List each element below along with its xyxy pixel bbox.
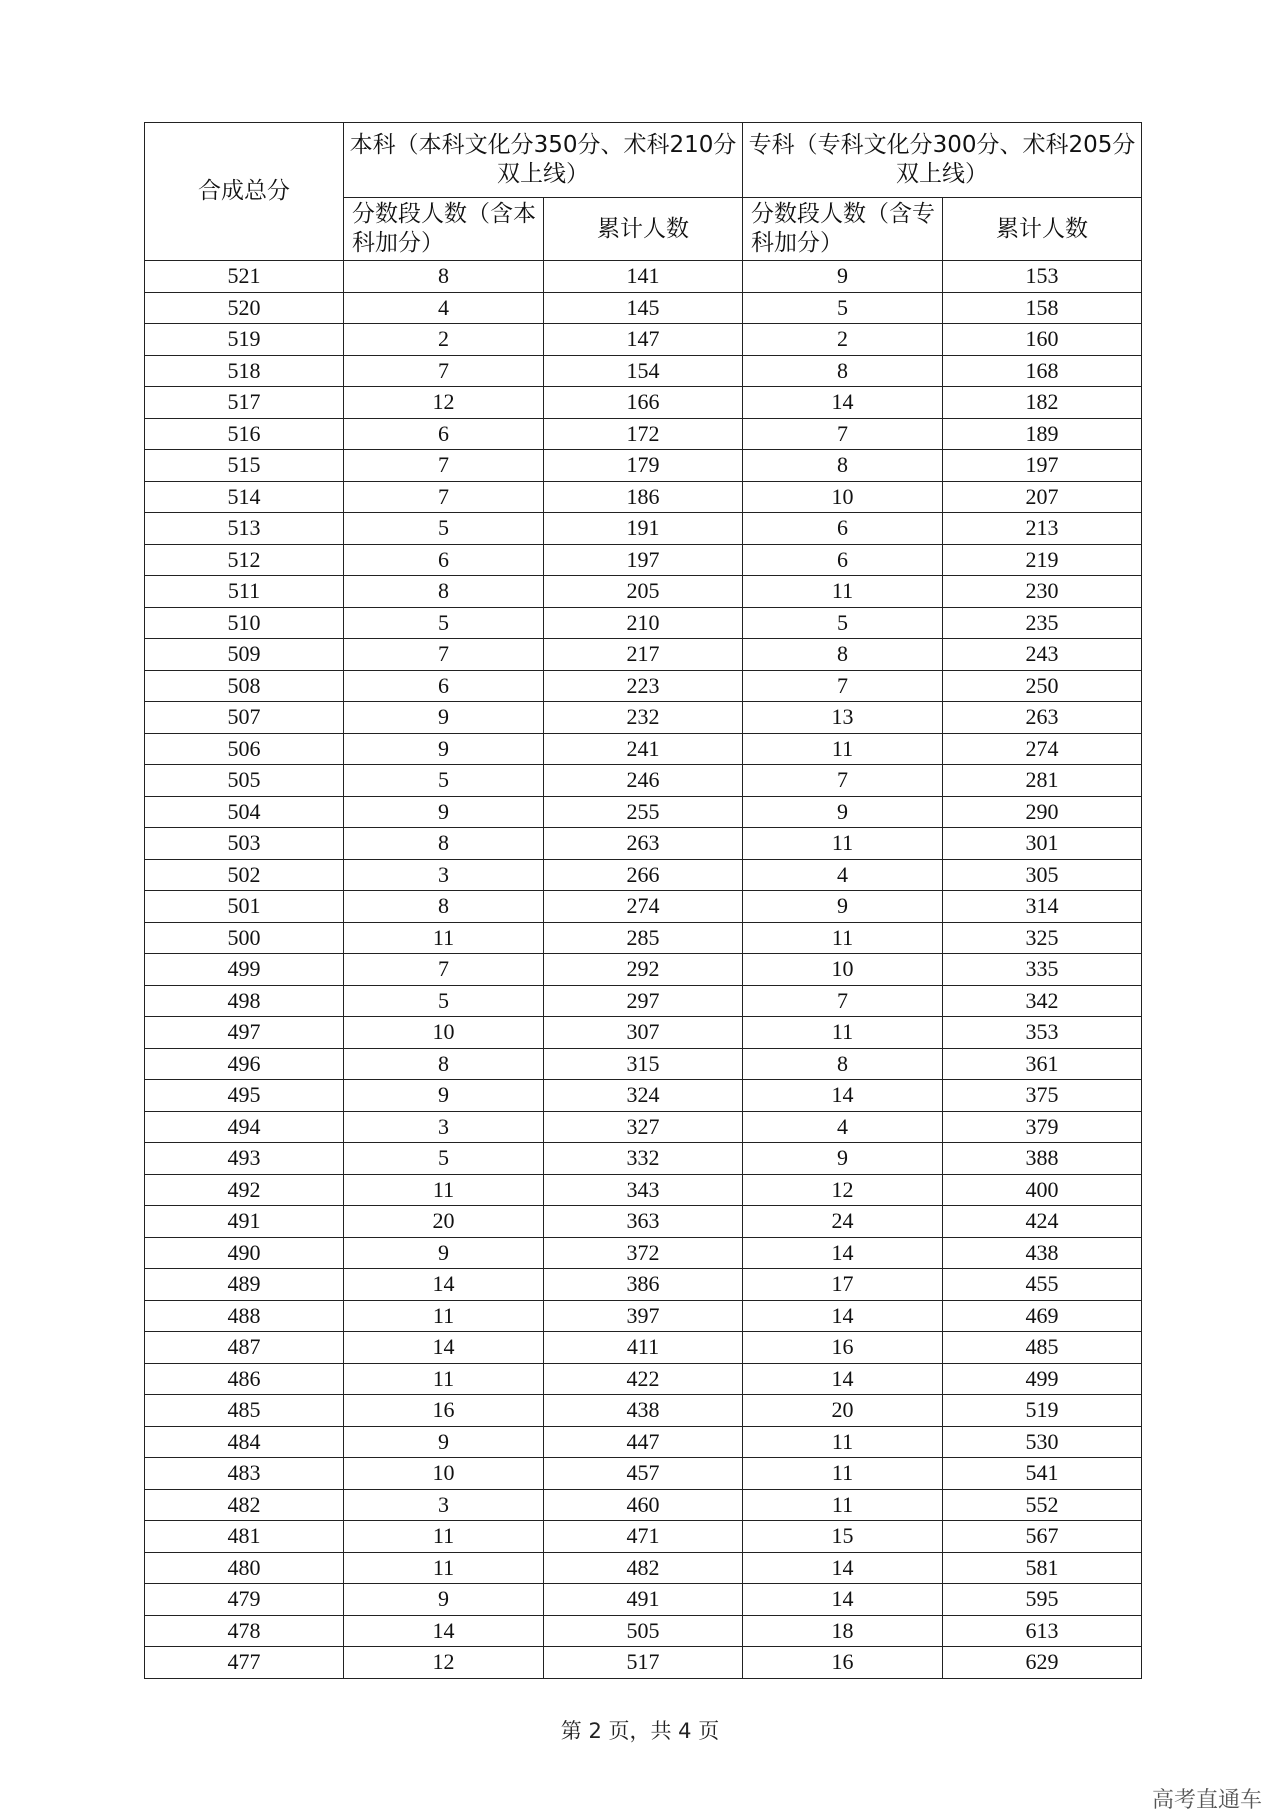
table-row <box>145 702 1142 734</box>
cell-total-score: 490 <box>145 1237 344 1269</box>
cell-benke-segment: 3 <box>344 1111 544 1143</box>
header-zhuanke-segment: 分数段人数（含专科加分） <box>743 198 943 261</box>
cell-benke-segment: 12 <box>344 1647 544 1679</box>
cell-zhuanke-cumulative: 168 <box>943 355 1142 387</box>
cell-benke-segment: 11 <box>344 1300 544 1332</box>
table-row <box>145 544 1142 576</box>
cell-zhuanke-cumulative: 305 <box>943 859 1142 891</box>
cell-zhuanke-segment: 15 <box>743 1521 943 1553</box>
watermark-text: 高考直通车 <box>1151 1788 1262 1813</box>
table-row <box>145 1647 1142 1679</box>
cell-benke-cumulative: 411 <box>544 1332 743 1364</box>
table-row <box>145 355 1142 387</box>
cell-zhuanke-cumulative: 290 <box>943 796 1142 828</box>
cell-benke-cumulative: 324 <box>544 1080 743 1112</box>
cell-zhuanke-cumulative: 455 <box>943 1269 1142 1301</box>
cell-total-score: 484 <box>145 1426 344 1458</box>
cell-benke-segment: 2 <box>344 324 544 356</box>
cell-zhuanke-segment: 14 <box>743 1080 943 1112</box>
cell-zhuanke-segment: 14 <box>743 1584 943 1616</box>
cell-total-score: 497 <box>145 1017 344 1049</box>
table-row <box>145 670 1142 702</box>
cell-benke-cumulative: 246 <box>544 765 743 797</box>
cell-zhuanke-segment: 9 <box>743 261 943 293</box>
cell-benke-segment: 8 <box>344 828 544 860</box>
cell-zhuanke-segment: 16 <box>743 1647 943 1679</box>
cell-total-score: 486 <box>145 1363 344 1395</box>
cell-total-score: 504 <box>145 796 344 828</box>
cell-zhuanke-cumulative: 274 <box>943 733 1142 765</box>
cell-benke-cumulative: 327 <box>544 1111 743 1143</box>
cell-benke-cumulative: 255 <box>544 796 743 828</box>
cell-total-score: 512 <box>145 544 344 576</box>
cell-zhuanke-cumulative: 301 <box>943 828 1142 860</box>
cell-benke-cumulative: 482 <box>544 1552 743 1584</box>
table-row <box>145 1206 1142 1238</box>
cell-zhuanke-cumulative: 158 <box>943 292 1142 324</box>
cell-total-score: 477 <box>145 1647 344 1679</box>
cell-benke-cumulative: 263 <box>544 828 743 860</box>
cell-total-score: 508 <box>145 670 344 702</box>
cell-total-score: 482 <box>145 1489 344 1521</box>
cell-total-score: 506 <box>145 733 344 765</box>
cell-total-score: 499 <box>145 954 344 986</box>
table-header <box>145 123 1142 261</box>
table-row <box>145 891 1142 923</box>
cell-zhuanke-cumulative: 424 <box>943 1206 1142 1238</box>
cell-benke-cumulative: 179 <box>544 450 743 482</box>
cell-zhuanke-segment: 14 <box>743 1237 943 1269</box>
cell-zhuanke-segment: 12 <box>743 1174 943 1206</box>
cell-zhuanke-cumulative: 400 <box>943 1174 1142 1206</box>
cell-benke-cumulative: 145 <box>544 292 743 324</box>
cell-zhuanke-segment: 11 <box>743 576 943 608</box>
cell-zhuanke-cumulative: 189 <box>943 418 1142 450</box>
cell-benke-segment: 7 <box>344 481 544 513</box>
cell-benke-segment: 7 <box>344 355 544 387</box>
cell-benke-segment: 11 <box>344 922 544 954</box>
cell-zhuanke-cumulative: 469 <box>943 1300 1142 1332</box>
cell-zhuanke-cumulative: 519 <box>943 1395 1142 1427</box>
cell-total-score: 493 <box>145 1143 344 1175</box>
cell-zhuanke-segment: 13 <box>743 702 943 734</box>
cell-total-score: 491 <box>145 1206 344 1238</box>
table-row <box>145 1489 1142 1521</box>
cell-benke-segment: 3 <box>344 859 544 891</box>
cell-zhuanke-segment: 8 <box>743 639 943 671</box>
table-row <box>145 1395 1142 1427</box>
cell-zhuanke-segment: 8 <box>743 450 943 482</box>
cell-benke-cumulative: 154 <box>544 355 743 387</box>
cell-benke-cumulative: 471 <box>544 1521 743 1553</box>
cell-benke-cumulative: 285 <box>544 922 743 954</box>
cell-total-score: 495 <box>145 1080 344 1112</box>
cell-zhuanke-segment: 6 <box>743 544 943 576</box>
cell-benke-segment: 9 <box>344 1237 544 1269</box>
cell-zhuanke-segment: 10 <box>743 954 943 986</box>
table-row <box>145 418 1142 450</box>
cell-benke-segment: 20 <box>344 1206 544 1238</box>
cell-total-score: 485 <box>145 1395 344 1427</box>
cell-benke-cumulative: 332 <box>544 1143 743 1175</box>
cell-zhuanke-segment: 16 <box>743 1332 943 1364</box>
cell-zhuanke-segment: 7 <box>743 765 943 797</box>
cell-benke-segment: 10 <box>344 1458 544 1490</box>
cell-zhuanke-cumulative: 230 <box>943 576 1142 608</box>
cell-benke-segment: 6 <box>344 418 544 450</box>
cell-benke-cumulative: 274 <box>544 891 743 923</box>
cell-benke-cumulative: 166 <box>544 387 743 419</box>
cell-zhuanke-segment: 4 <box>743 859 943 891</box>
table-row <box>145 1269 1142 1301</box>
cell-benke-cumulative: 186 <box>544 481 743 513</box>
cell-zhuanke-segment: 14 <box>743 1552 943 1584</box>
cell-benke-cumulative: 210 <box>544 607 743 639</box>
cell-benke-segment: 11 <box>344 1552 544 1584</box>
table-row <box>145 765 1142 797</box>
cell-zhuanke-cumulative: 629 <box>943 1647 1142 1679</box>
header-benke-segment: 分数段人数（含本科加分） <box>344 198 544 261</box>
cell-benke-segment: 9 <box>344 1080 544 1112</box>
cell-benke-cumulative: 197 <box>544 544 743 576</box>
cell-zhuanke-cumulative: 250 <box>943 670 1142 702</box>
cell-benke-cumulative: 343 <box>544 1174 743 1206</box>
cell-benke-segment: 11 <box>344 1521 544 1553</box>
cell-benke-cumulative: 232 <box>544 702 743 734</box>
cell-zhuanke-segment: 5 <box>743 292 943 324</box>
cell-zhuanke-cumulative: 552 <box>943 1489 1142 1521</box>
table-row <box>145 261 1142 293</box>
cell-zhuanke-segment: 7 <box>743 418 943 450</box>
cell-benke-cumulative: 141 <box>544 261 743 293</box>
cell-benke-segment: 9 <box>344 733 544 765</box>
table-row <box>145 324 1142 356</box>
cell-benke-segment: 7 <box>344 639 544 671</box>
cell-zhuanke-segment: 24 <box>743 1206 943 1238</box>
cell-zhuanke-segment: 9 <box>743 891 943 923</box>
cell-zhuanke-segment: 11 <box>743 1017 943 1049</box>
cell-benke-segment: 9 <box>344 796 544 828</box>
cell-benke-cumulative: 517 <box>544 1647 743 1679</box>
table-row <box>145 387 1142 419</box>
cell-zhuanke-segment: 7 <box>743 670 943 702</box>
table-row <box>145 450 1142 482</box>
cell-benke-segment: 8 <box>344 576 544 608</box>
table-row <box>145 513 1142 545</box>
cell-benke-segment: 8 <box>344 1048 544 1080</box>
cell-total-score: 479 <box>145 1584 344 1616</box>
cell-zhuanke-cumulative: 541 <box>943 1458 1142 1490</box>
table-row <box>145 1174 1142 1206</box>
cell-total-score: 483 <box>145 1458 344 1490</box>
cell-total-score: 516 <box>145 418 344 450</box>
table-row <box>145 1143 1142 1175</box>
cell-benke-segment: 14 <box>344 1269 544 1301</box>
table-row <box>145 796 1142 828</box>
cell-benke-segment: 5 <box>344 985 544 1017</box>
cell-total-score: 489 <box>145 1269 344 1301</box>
cell-zhuanke-cumulative: 197 <box>943 450 1142 482</box>
table-row <box>145 481 1142 513</box>
cell-benke-segment: 9 <box>344 1584 544 1616</box>
cell-benke-cumulative: 460 <box>544 1489 743 1521</box>
table-row <box>145 1521 1142 1553</box>
cell-benke-cumulative: 397 <box>544 1300 743 1332</box>
cell-benke-cumulative: 363 <box>544 1206 743 1238</box>
cell-benke-segment: 11 <box>344 1174 544 1206</box>
cell-total-score: 502 <box>145 859 344 891</box>
cell-zhuanke-cumulative: 353 <box>943 1017 1142 1049</box>
cell-total-score: 514 <box>145 481 344 513</box>
cell-benke-cumulative: 457 <box>544 1458 743 1490</box>
header-zhuanke-cumulative: 累计人数 <box>943 198 1142 261</box>
table-row <box>145 1332 1142 1364</box>
table-body <box>145 261 1142 1679</box>
table-row <box>145 1363 1142 1395</box>
cell-total-score: 500 <box>145 922 344 954</box>
cell-zhuanke-cumulative: 613 <box>943 1615 1142 1647</box>
table-row <box>145 828 1142 860</box>
cell-zhuanke-cumulative: 530 <box>943 1426 1142 1458</box>
cell-benke-segment: 3 <box>344 1489 544 1521</box>
table-row <box>145 1584 1142 1616</box>
cell-zhuanke-cumulative: 235 <box>943 607 1142 639</box>
cell-total-score: 515 <box>145 450 344 482</box>
cell-zhuanke-segment: 10 <box>743 481 943 513</box>
cell-zhuanke-cumulative: 499 <box>943 1363 1142 1395</box>
cell-benke-cumulative: 292 <box>544 954 743 986</box>
cell-benke-cumulative: 386 <box>544 1269 743 1301</box>
cell-zhuanke-segment: 11 <box>743 1426 943 1458</box>
cell-benke-cumulative: 372 <box>544 1237 743 1269</box>
cell-benke-segment: 4 <box>344 292 544 324</box>
cell-zhuanke-cumulative: 361 <box>943 1048 1142 1080</box>
header-benke-group: 本科（本科文化分350分、术科210分双上线） <box>344 123 743 198</box>
cell-zhuanke-cumulative: 567 <box>943 1521 1142 1553</box>
cell-zhuanke-segment: 14 <box>743 387 943 419</box>
table-row <box>145 922 1142 954</box>
table-row <box>145 1458 1142 1490</box>
table-row <box>145 1615 1142 1647</box>
cell-total-score: 488 <box>145 1300 344 1332</box>
table-row <box>145 576 1142 608</box>
table-row <box>145 985 1142 1017</box>
cell-total-score: 492 <box>145 1174 344 1206</box>
cell-benke-cumulative: 491 <box>544 1584 743 1616</box>
cell-zhuanke-cumulative: 213 <box>943 513 1142 545</box>
cell-zhuanke-segment: 17 <box>743 1269 943 1301</box>
cell-zhuanke-cumulative: 438 <box>943 1237 1142 1269</box>
cell-zhuanke-cumulative: 595 <box>943 1584 1142 1616</box>
cell-benke-segment: 14 <box>344 1332 544 1364</box>
header-total-score: 合成总分 <box>145 123 344 261</box>
cell-benke-segment: 5 <box>344 513 544 545</box>
cell-total-score: 507 <box>145 702 344 734</box>
cell-zhuanke-segment: 14 <box>743 1363 943 1395</box>
cell-total-score: 481 <box>145 1521 344 1553</box>
cell-total-score: 494 <box>145 1111 344 1143</box>
cell-zhuanke-cumulative: 207 <box>943 481 1142 513</box>
table-row <box>145 1017 1142 1049</box>
cell-benke-cumulative: 505 <box>544 1615 743 1647</box>
cell-benke-segment: 5 <box>344 607 544 639</box>
cell-benke-segment: 6 <box>344 544 544 576</box>
header-row-group <box>145 123 1142 198</box>
cell-zhuanke-segment: 14 <box>743 1300 943 1332</box>
cell-zhuanke-cumulative: 375 <box>943 1080 1142 1112</box>
cell-benke-segment: 11 <box>344 1363 544 1395</box>
cell-zhuanke-segment: 9 <box>743 1143 943 1175</box>
cell-zhuanke-segment: 11 <box>743 828 943 860</box>
cell-total-score: 518 <box>145 355 344 387</box>
cell-zhuanke-cumulative: 281 <box>943 765 1142 797</box>
cell-total-score: 509 <box>145 639 344 671</box>
cell-benke-cumulative: 266 <box>544 859 743 891</box>
table-row <box>145 607 1142 639</box>
cell-zhuanke-cumulative: 342 <box>943 985 1142 1017</box>
cell-zhuanke-cumulative: 182 <box>943 387 1142 419</box>
cell-zhuanke-cumulative: 581 <box>943 1552 1142 1584</box>
table-row <box>145 1048 1142 1080</box>
cell-benke-cumulative: 297 <box>544 985 743 1017</box>
cell-benke-cumulative: 307 <box>544 1017 743 1049</box>
cell-benke-segment: 6 <box>344 670 544 702</box>
cell-zhuanke-segment: 18 <box>743 1615 943 1647</box>
cell-zhuanke-segment: 8 <box>743 355 943 387</box>
cell-benke-segment: 9 <box>344 702 544 734</box>
cell-zhuanke-segment: 11 <box>743 1458 943 1490</box>
cell-zhuanke-segment: 11 <box>743 1489 943 1521</box>
cell-total-score: 520 <box>145 292 344 324</box>
cell-total-score: 498 <box>145 985 344 1017</box>
cell-zhuanke-segment: 9 <box>743 796 943 828</box>
cell-zhuanke-segment: 6 <box>743 513 943 545</box>
cell-zhuanke-cumulative: 219 <box>943 544 1142 576</box>
cell-benke-cumulative: 172 <box>544 418 743 450</box>
cell-benke-cumulative: 191 <box>544 513 743 545</box>
cell-benke-segment: 14 <box>344 1615 544 1647</box>
cell-benke-segment: 7 <box>344 954 544 986</box>
cell-zhuanke-cumulative: 153 <box>943 261 1142 293</box>
cell-total-score: 478 <box>145 1615 344 1647</box>
table-row <box>145 292 1142 324</box>
table-row <box>145 1111 1142 1143</box>
page-number-footer: 第 2 页，共 4 页 <box>560 1719 720 1743</box>
cell-zhuanke-segment: 8 <box>743 1048 943 1080</box>
cell-benke-cumulative: 315 <box>544 1048 743 1080</box>
cell-total-score: 501 <box>145 891 344 923</box>
score-distribution-table <box>144 122 1142 1679</box>
cell-total-score: 503 <box>145 828 344 860</box>
cell-total-score: 496 <box>145 1048 344 1080</box>
cell-total-score: 505 <box>145 765 344 797</box>
cell-benke-segment: 8 <box>344 891 544 923</box>
cell-zhuanke-segment: 7 <box>743 985 943 1017</box>
cell-zhuanke-segment: 20 <box>743 1395 943 1427</box>
cell-benke-cumulative: 217 <box>544 639 743 671</box>
cell-zhuanke-cumulative: 243 <box>943 639 1142 671</box>
cell-zhuanke-cumulative: 325 <box>943 922 1142 954</box>
cell-benke-cumulative: 447 <box>544 1426 743 1458</box>
cell-zhuanke-cumulative: 335 <box>943 954 1142 986</box>
cell-zhuanke-cumulative: 388 <box>943 1143 1142 1175</box>
table-row <box>145 1426 1142 1458</box>
cell-total-score: 487 <box>145 1332 344 1364</box>
table-row <box>145 954 1142 986</box>
cell-zhuanke-cumulative: 160 <box>943 324 1142 356</box>
cell-benke-segment: 7 <box>344 450 544 482</box>
table-row <box>145 639 1142 671</box>
cell-zhuanke-cumulative: 379 <box>943 1111 1142 1143</box>
table-row <box>145 733 1142 765</box>
cell-total-score: 521 <box>145 261 344 293</box>
cell-benke-cumulative: 223 <box>544 670 743 702</box>
cell-zhuanke-cumulative: 314 <box>943 891 1142 923</box>
cell-benke-segment: 12 <box>344 387 544 419</box>
cell-benke-segment: 9 <box>344 1426 544 1458</box>
cell-total-score: 510 <box>145 607 344 639</box>
cell-benke-segment: 8 <box>344 261 544 293</box>
cell-benke-cumulative: 241 <box>544 733 743 765</box>
cell-total-score: 480 <box>145 1552 344 1584</box>
cell-total-score: 519 <box>145 324 344 356</box>
cell-benke-cumulative: 422 <box>544 1363 743 1395</box>
cell-total-score: 511 <box>145 576 344 608</box>
header-benke-cumulative: 累计人数 <box>544 198 743 261</box>
cell-zhuanke-segment: 2 <box>743 324 943 356</box>
cell-benke-segment: 16 <box>344 1395 544 1427</box>
cell-benke-cumulative: 438 <box>544 1395 743 1427</box>
cell-benke-segment: 5 <box>344 765 544 797</box>
header-zhuanke-group: 专科（专科文化分300分、术科205分双上线） <box>743 123 1142 198</box>
cell-benke-segment: 10 <box>344 1017 544 1049</box>
cell-zhuanke-cumulative: 485 <box>943 1332 1142 1364</box>
table-row <box>145 1300 1142 1332</box>
cell-zhuanke-cumulative: 263 <box>943 702 1142 734</box>
cell-zhuanke-segment: 5 <box>743 607 943 639</box>
table-row <box>145 859 1142 891</box>
table-row <box>145 1080 1142 1112</box>
cell-zhuanke-segment: 4 <box>743 1111 943 1143</box>
cell-benke-segment: 5 <box>344 1143 544 1175</box>
cell-total-score: 517 <box>145 387 344 419</box>
cell-total-score: 513 <box>145 513 344 545</box>
cell-zhuanke-segment: 11 <box>743 733 943 765</box>
cell-zhuanke-segment: 11 <box>743 922 943 954</box>
cell-benke-cumulative: 147 <box>544 324 743 356</box>
cell-benke-cumulative: 205 <box>544 576 743 608</box>
table-row <box>145 1552 1142 1584</box>
table-row <box>145 1237 1142 1269</box>
